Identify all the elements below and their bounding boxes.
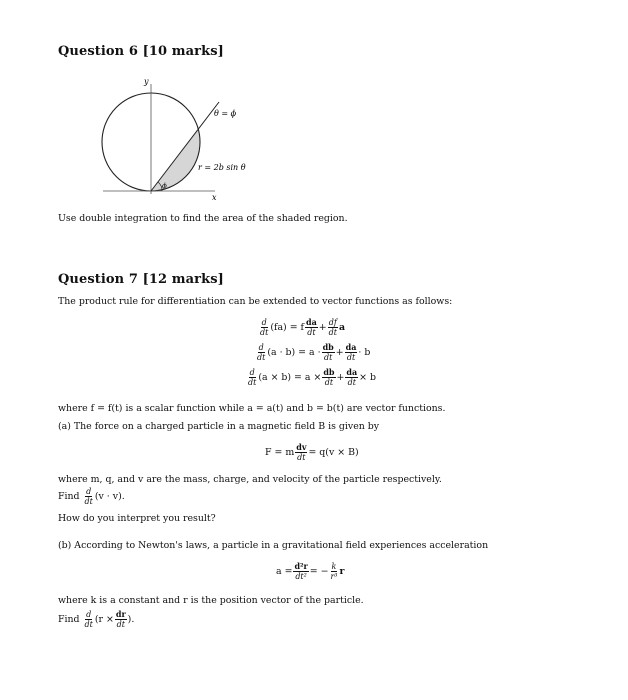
q6-instruction: Use double integration to find the area of the shaded region. (58, 213, 348, 224)
q7-part-b: (b) According to Newton's laws, a particle in a gravitational field experiences acceleration (58, 540, 489, 551)
q7-where-mass: where m, q, and v are the mass, charge, and velocity of the particle respectively. (58, 474, 442, 485)
q7-part-a: (a) The force on a charged particle in a magnetic field B is given by (58, 421, 380, 432)
q7-heading: Question 7 [12 marks] (58, 272, 224, 287)
force-equation: F = m $\frac{dv}{dt}$ = q(v × B) (265, 442, 359, 462)
q7-where-functions: where f = f(t) is a scalar function while a = a(t) and b = b(t) are vector functions. (58, 403, 446, 414)
polar-diagram (100, 72, 270, 202)
q7-where-constant: where k is a constant and r is the position vector of the particle. (58, 595, 364, 606)
product-rule-cross: $\frac{d}{dt}$ (a × b) = a × $\frac{db}{dt}$ + $\frac{da}{dt}$ × b (248, 367, 376, 387)
find-b: Find $\frac{d}{dt}$ (r × $\frac{dr}{dt}$ ). (58, 609, 135, 629)
product-rule-dot: $\frac{d}{dt}$ (a · b) = a · $\frac{db}{dt}$ + $\frac{da}{dt}$ · b (257, 342, 371, 362)
angle-label: ϕ (162, 182, 167, 190)
acceleration-equation: a = $\frac{\text{d²r}}{\text{dt²}}$ = − $\frac{k}{\text{r³}}$ r (276, 561, 345, 581)
product-rule-scalar: $\frac{d}{dt}$ (fa) = f $\frac{da}{dt}$ + $\frac{df}{dt}$ a (260, 317, 346, 337)
x-axis-label: x (212, 193, 217, 202)
find-a: Find $\frac{d}{dt}$ (v · v). (58, 487, 125, 506)
line-label: θ = ϕ (214, 109, 237, 118)
y-axis-label: y (144, 77, 149, 86)
q6-heading: Question 6 [10 marks] (58, 44, 224, 59)
curve-label: r = 2b sin θ (198, 163, 246, 172)
q7-intro: The product rule for differentiation can be extended to vector functions as follows: (58, 296, 453, 307)
q7-interpret: How do you interpret you result? (58, 513, 216, 524)
